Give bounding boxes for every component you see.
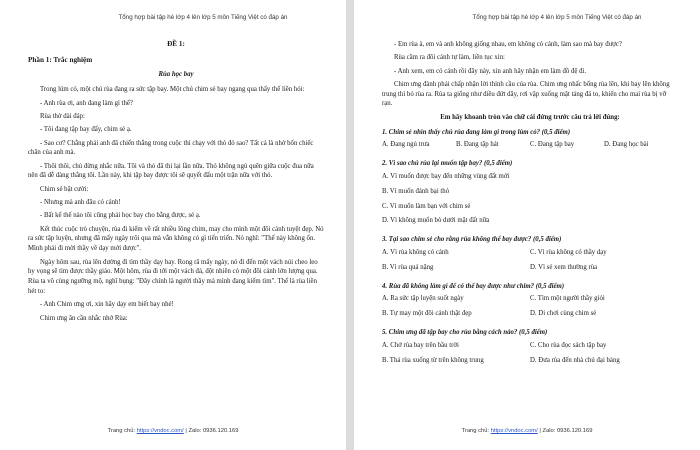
paragraph: - Thôi thôi, chủ đừng nhắc nữa. Tôi và thỏ đã thi lại lần nữa. Thỏ không ngủ quên giữa cuộc đua nữa nên đã dễ dàng thắng tôi. Lần này, khi tập bay được tôi sẽ quyết đấu một trận nữa với thỏ. [28,162,314,180]
paragraph: - Anh rùa ơi, anh đang làm gì thế? [40,99,133,107]
question-1: 1. Chim sẻ nhìn thấy chú rùa đang làm gì trong lùm cỏ? (0,5 điểm) [382,128,571,136]
option[interactable]: C. Đang tập bay [530,141,575,149]
page-footer [354,428,700,434]
page-footer [0,428,346,434]
option[interactable]: B. Tự may một đôi cánh thật đẹp [382,310,472,318]
option[interactable]: A. Đang ngủ trưa [382,141,430,149]
instruction: Em hãy khoanh tròn vào chữ cái đứng trước câu trả lời đúng: [440,113,620,121]
option[interactable]: C. Vì muốn làm bạn với chim sẻ [382,202,471,210]
paragraph: Trong lúm cỏ, một chú rùa đang ra sức tập bay. Một chú chim sẻ bay ngang qua thấy thế liền hỏi: [40,86,305,94]
option[interactable]: A. Ra sức tập luyện suốt ngày [382,295,464,303]
page-header: Tổng hợp bài tập hè lớp 4 lên lớp 5 môn Tiếng Việt có đáp án [472,14,642,21]
options-5 [382,341,678,371]
footer-home-link[interactable]: https://vndoc.com/ [136,428,184,434]
paragraph: Kết thúc cuộc trò chuyện, rùa đi kiếm về rất nhiều lông chim, may cho mình một đôi cánh tuyệt đẹp. Nó ra sức tập luyện, nhưng đã mấy ngày trôi qua mà vẫn không có gì tiến triển. Nó nghĩ: "Thế này không ổn. Mình phải đi mời thầy về dạy mới được". [28,225,324,253]
options-2 [382,172,678,231]
options-1 [382,140,678,155]
footer-suffix: | Zalo: 0936.120.169 [183,428,239,434]
paragraph: Chim sẻ bật cười: [40,185,89,193]
option[interactable]: C. Cho rùa đọc sách tập bay [530,341,607,349]
paragraph: Chim ưng ân cần nhắc nhở Rùa: [40,314,128,322]
story-title: Rùa học bay [158,70,194,78]
question-5: 5. Chim ưng đã tập bay cho rùa bằng cách nào? (0,5 điểm) [382,328,548,336]
footer-suffix: | Zalo: 0936.120.169 [537,428,593,434]
document-page-right [354,0,700,450]
paragraph: - Tôi đang tập bay đấy, chim sẻ ạ. [40,126,132,134]
option[interactable]: A. Vì rùa không có cánh [382,248,449,256]
option[interactable]: D. Di chơi cùng chim sẻ [530,310,597,318]
paragraph: Ngày hôm sau, rùa lên đường đi tìm thầy dạy bay. Rong rã mấy ngày, nó đi đến một vách núi cheo leo hy vọng sẽ tìm được thầy giáo. Một hôm, rùa đi tới một vách đá, đột nhiên có một đôi cánh lớn lượng qua. Rùa ta vô cùng ngưỡng mộ, nghĩ bụng: "Đây chính là người thầy mà mình đang kiếm tìm". Thế là rùa liền hét to: [28,258,318,295]
option[interactable]: D. Vì không muốn bò dưới mặt đất nữa [382,217,490,225]
paragraph: - Anh Chim ưng ơi, xin hãy dạy em biết bay nhé! [40,301,174,309]
option[interactable]: D. Đưa rùa đến nhà chú đại bàng [530,356,620,364]
footer-prefix: Trang chủ: [107,428,137,434]
option[interactable]: B. Vì muốn đánh bại thỏ [382,187,450,195]
paragraph: - Sao cơ? Chẳng phải anh đã chiến thắng trong cuộc thi chạy với thỏ đó sao? Tất cả là nhờ bốn chiếc chân của anh mà. [28,139,314,157]
page-body [382,40,678,372]
option[interactable]: A. Vì muốn được bay đến những vùng đất mới [382,172,510,180]
page-body [28,40,324,327]
option[interactable]: B. Thả rùa xuống từ trên không trung [382,356,484,364]
exam-number: ĐỀ 1: [167,40,185,48]
paragraph: - Nhưng mà anh đâu có cánh! [40,199,121,207]
page-header: Tổng hợp bài tập hè lớp 4 lên lớp 5 môn Tiếng Việt có đáp án [118,14,288,21]
paragraph: Rùa cầm ra đôi cánh tự làm, liền tục xin: [394,54,505,62]
part-heading: Phần 1: Trắc nghiệm [28,55,93,64]
question-3: 3. Tại sao chim sẻ cho rằng rùa không thể bay được? (0,5 điểm) [382,236,562,244]
document-page-left [0,0,346,450]
option[interactable]: A. Chở rùa bay trên bầu trời [382,341,459,349]
question-4: 4. Rùa đã không làm gì để có thể bay được như chim? (0,5 điểm) [382,282,565,290]
question-2: 2. Vì sao chú rùa lại muốn tập bay? (0,5 điểm) [382,160,513,168]
paragraph: - Anh xem, em có cánh rồi đây này, xin anh hãy nhận em làm đồ đệ đi. [394,67,587,75]
paragraph: - Bất kể thế nào tôi cũng phải học bay cho bằng được, sẻ ạ. [40,212,201,220]
option[interactable]: C. Vì rùa không có thầy dạy [530,248,607,256]
options-4 [382,294,678,324]
paragraph: Chim ưng đành phải chấp nhận lời thỉnh cầu của rùa. Chim ưng nhấc bổng rùa lên, khi bay lên không trung thì bỏ rùa ra. Rùa ta giống như diều đứt dây, rơi vập xuống mặt tảng đá to, khiến cho mai rùa bị vỡ rạn. [382,80,670,108]
paragraph: Rùa thở dài đáp: [40,112,85,120]
option[interactable]: B. Đang tập hát [456,141,499,149]
footer-home-link[interactable]: https://vndoc.com/ [490,428,538,434]
footer-prefix: Trang chủ: [461,428,491,434]
option[interactable]: D. Vì sẻ xem thường rùa [530,263,598,271]
option[interactable]: B. Vì rùa quá nặng [382,263,434,271]
option[interactable]: C. Tìm một người thầy giỏi [530,295,605,303]
option[interactable]: D. Đang học bài [604,141,649,149]
options-3 [382,248,678,278]
paragraph: - Em rùa à, em và anh không giống nhau, em không có cánh, làm sao mà bay được? [394,41,622,48]
